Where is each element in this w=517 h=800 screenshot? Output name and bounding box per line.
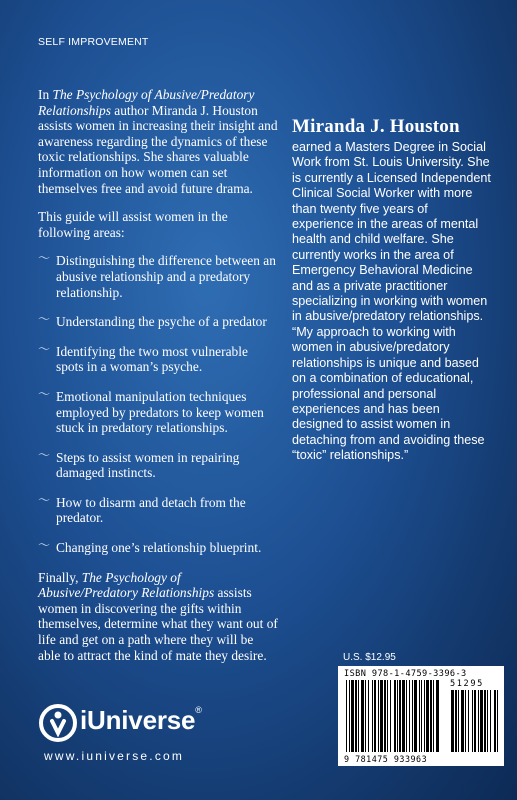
publisher-name-text: iUniverse (80, 705, 196, 735)
closing-prefix: Finally, (38, 569, 82, 585)
author-name: Miranda J. Houston (292, 116, 460, 137)
publisher-website: www.iuniverse.com (44, 749, 185, 763)
isbn-text: ISBN 978-1-4759-3396-3 (344, 669, 467, 679)
category-label: SELF IMPROVEMENT (38, 36, 149, 48)
iuniverse-logo-icon (38, 703, 78, 743)
closing-paragraph (38, 570, 278, 664)
closing-text: assists women in discovering the gifts within themselves, determine what they want out of life and get on a path where they will be able to attract the kind of mate they desire. (38, 585, 278, 663)
tilde-bullet-icon: 〜 (38, 341, 51, 356)
list-item (38, 341, 278, 375)
barcode-digits: 9 781475 933963 (344, 754, 428, 764)
description-column (38, 87, 278, 676)
intro-text: author Miranda J. Houston assists women in increasing their insight and awareness regarding the dynamics of these toxic relationships. She shares valuable information on how women can set themselves free and avoid future drama. (38, 102, 278, 196)
registered-mark: ® (195, 705, 202, 715)
publisher-logo (38, 703, 258, 743)
intro-book-title: The Psychology of Abusive/Predatory Relationships (38, 87, 255, 118)
list-item (38, 253, 278, 300)
barcode (338, 666, 504, 766)
publisher-name (80, 705, 202, 736)
tilde-bullet-icon: 〜 (38, 312, 51, 327)
list-item (38, 540, 278, 556)
author-bio-text: earned a Masters Degree in Social Work from St. Louis University. She is currently a Licensed Independent Clinical Social Worker with more than twenty five years of experience in the areas of mental health and child welfare. She currently works in the area of Emergency Behavioral Medicine and as a private practitioner specializing in working with women in abusive/predatory relationships. “My approach to working with women in abusive/predatory relationships is unique and based on a combination of educational, professional and personal experiences and has been designed to assist women in detaching from and avoiding these “toxic” relationships.” (292, 140, 491, 463)
list-item (38, 492, 278, 526)
list-item-text: Identifying the two most vulnerable spots in a woman’s psyche. (56, 343, 248, 375)
barcode-bars (338, 666, 504, 766)
list-item-text: How to disarm and detach from the predator. (56, 494, 246, 526)
list-item-text: Steps to assist women in repairing damaged instincts. (56, 449, 240, 481)
list-item (38, 447, 278, 481)
tilde-bullet-icon: 〜 (38, 492, 51, 507)
tilde-bullet-icon: 〜 (38, 538, 51, 553)
author-bio (292, 116, 492, 464)
intro-paragraph (38, 87, 278, 196)
tilde-bullet-icon: 〜 (38, 386, 51, 401)
closing-book-title: The Psychology of Abusive/Predatory Relationships (38, 569, 215, 601)
list-item (38, 386, 278, 436)
guide-intro: This guide will assist women in the following areas: (38, 209, 228, 240)
addon-code: 51295 (450, 679, 484, 689)
price-label: U.S. $12.95 (343, 652, 396, 663)
list-item-text: Understanding the psyche of a predator (56, 314, 267, 330)
list-item-text: Changing one’s relationship blueprint. (56, 540, 262, 556)
topic-list (38, 253, 278, 555)
list-item (38, 314, 278, 330)
tilde-bullet-icon: 〜 (38, 447, 51, 462)
intro-prefix: In (38, 87, 53, 102)
list-item-text: Emotional manipulation techniques employed by predators to keep women stuck in predatory relationships. (56, 388, 264, 436)
list-item-text: Distinguishing the difference between an abusive relationship and a predatory relationship. (56, 253, 276, 300)
tilde-bullet-icon: 〜 (38, 251, 51, 266)
